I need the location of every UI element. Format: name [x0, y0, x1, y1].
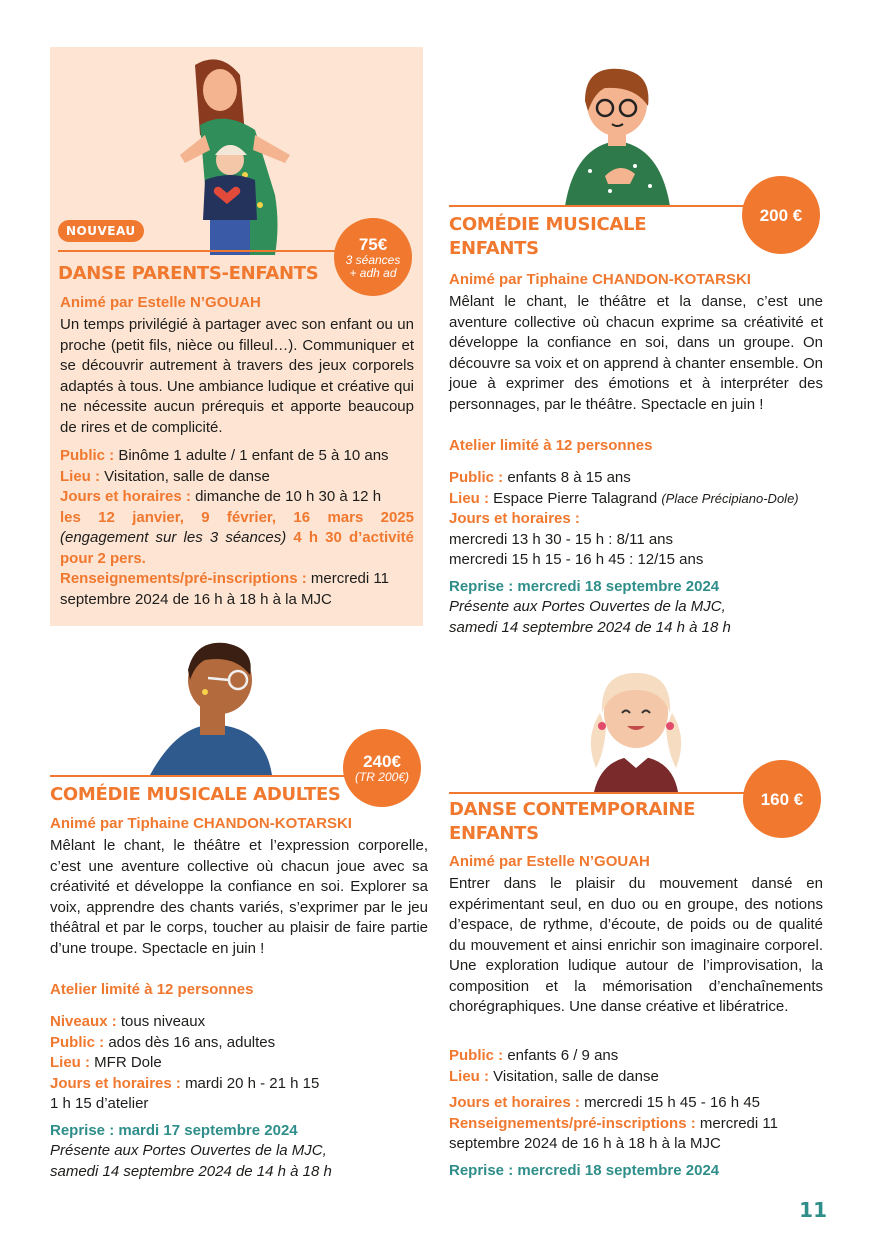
title-line: COMÉDIE MUSICALE: [449, 214, 647, 235]
title-rule: [449, 792, 749, 794]
woman-glasses-illustration: [150, 640, 275, 775]
label: Jours et horaires :: [60, 488, 191, 505]
details: [449, 468, 827, 638]
open-house: Présente aux Portes Ouvertes de la MJC,: [50, 1142, 327, 1159]
price-circle: [743, 760, 821, 838]
open-house: Présente aux Portes Ouvertes de la MJC,: [449, 598, 726, 615]
value: tous niveaux: [120, 1013, 206, 1030]
value: ados dès 16 ans, adultes: [108, 1033, 276, 1051]
details: [50, 1012, 428, 1182]
price-circle: [334, 218, 412, 296]
label: Niveaux :: [50, 1013, 117, 1030]
child-glasses-illustration: [560, 66, 675, 206]
description: Mêlant le chant, le théâtre et l’expression corporelle, c’est une aventure collective où chacun joue avec sa créativité et développe la confiance en soi. Explorer sa voix, apprendre des chants variés, s’exprimer par le jeu théâtral et par le corps, toucher au plaisir de faire partie d’une troupe. Spectacle en juin !: [50, 837, 428, 957]
value: dimanche de 10 h 30 à 12 h: [195, 488, 382, 505]
title-rule: [50, 775, 370, 777]
new-badge: NOUVEAU: [58, 220, 144, 242]
label: Public :: [449, 469, 504, 486]
open-house: samedi 14 septembre 2024 de 14 h à 18 h: [50, 1162, 332, 1180]
limit-note: Atelier limité à 12 personnes: [449, 437, 653, 454]
value: enfants 8 à 15 ans: [507, 469, 631, 486]
activity-title: DANSE PARENTS-ENFANTS: [58, 263, 319, 284]
value: Binôme 1 adulte / 1 enfant de 5 à 10 ans: [118, 447, 389, 464]
price-sub: (TR 200€): [354, 770, 410, 784]
label: Lieu :: [449, 1067, 489, 1085]
label: Jours et horaires :: [449, 510, 580, 527]
details: [449, 1046, 827, 1181]
value: mercredi 11 septembre 2024 de 16 h à 18 h à la MJC: [449, 1114, 778, 1152]
label: Lieu :: [449, 489, 489, 507]
parent-child-illustration: [165, 55, 310, 255]
value: Espace Pierre Talagrand: [493, 489, 658, 507]
limit-note: Atelier limité à 12 personnes: [50, 981, 254, 998]
price-amount: 200 €: [759, 205, 803, 225]
title-line: DANSE CONTEMPORAINE: [449, 799, 696, 820]
label: Jours et horaires :: [449, 1094, 580, 1111]
value: Visitation, salle de danse: [104, 467, 270, 485]
value: enfants 6 / 9 ans: [507, 1047, 619, 1064]
animator: Animé par Estelle N’GOUAH: [60, 294, 261, 311]
label: Public :: [60, 447, 115, 464]
reprise: Reprise : mercredi 18 septembre 2024: [449, 1161, 720, 1179]
value-note: (Place Précipiano-Dole): [661, 490, 799, 506]
label: Lieu :: [50, 1054, 90, 1071]
details: [60, 446, 414, 610]
page-number: 11: [799, 1198, 827, 1222]
price-sub: 3 séances: [345, 252, 401, 267]
price-circle: [343, 729, 421, 807]
label: Renseignements/pré-inscriptions :: [449, 1114, 696, 1132]
slot: mercredi 13 h 30 - 15 h : 8/11 ans: [449, 530, 674, 548]
label: Jours et horaires :: [50, 1074, 181, 1092]
animator: Animé par Estelle N’GOUAH: [449, 853, 650, 870]
label: Public :: [50, 1033, 105, 1051]
price-sub: + adh ad: [349, 265, 397, 280]
activity-title: [449, 798, 739, 846]
reprise: Reprise : mardi 17 septembre 2024: [50, 1121, 298, 1139]
title-line: ENFANTS: [449, 238, 539, 259]
slot: mercredi 15 h 15 - 16 h 45 : 12/15 ans: [449, 551, 704, 568]
reprise: Reprise : mercredi 18 septembre 2024: [449, 577, 720, 595]
value: Visitation, salle de danse: [493, 1067, 659, 1085]
label: Public :: [449, 1047, 504, 1064]
duration: 1 h 15 d’atelier: [50, 1095, 149, 1112]
activity-duration: 4 h 30 d’activité pour 2 pers.: [60, 529, 415, 567]
title-line: ENFANTS: [449, 823, 539, 844]
open-house: samedi 14 septembre 2024 de 14 h à 18 h: [449, 618, 731, 636]
engagement: (engagement sur les 3 séances): [60, 529, 287, 546]
title-rule: [449, 205, 749, 207]
label: Lieu :: [60, 467, 100, 485]
price-amount: 75€: [358, 234, 388, 254]
activity-title: [449, 213, 739, 261]
value: mardi 20 h - 21 h 15: [185, 1074, 320, 1092]
animator: Animé par Tiphaine CHANDON-KOTARSKI: [449, 271, 751, 288]
description: Mêlant le chant, le théâtre et la danse, c’est une aventure collective où chacun exprime sa créativité et développe la confiance en soi, dans un groupe. On découvre sa voix et on apprend à chanter ensemble. On joue à exprimer des émotions et à interpréter des personnages, par le théâtre. Spectacle en juin !: [449, 293, 823, 413]
activity-title: COMÉDIE MUSICALE ADULTES: [50, 784, 341, 805]
price-circle: [742, 176, 820, 254]
dates: les 12 janvier, 9 février, 16 mars 2025: [60, 508, 414, 526]
description: Entrer dans le plaisir du mouvement dansé en expérimentant seul, en duo ou en groupe, des notions d’espace, de rythme, d’écoute, de poids ou de qualité du mouvement et ainsi enrichir son imaginaire corporel. Une exploration ludique autour de l’improvisation, la composition et la mémorisation d’enchaînements chorégraphiques. Une danse créative et libératrice.: [449, 875, 823, 1015]
label: Renseignements/pré-inscriptions :: [60, 570, 307, 587]
value: MFR Dole: [94, 1054, 162, 1071]
value: mercredi 15 h 45 - 16 h 45: [584, 1094, 760, 1111]
title-rule: [58, 250, 358, 252]
description: Un temps privilégié à partager avec son enfant ou un proche (petit fils, nièce ou filleul…). Communiquer et se découvrir autrement à travers des jeux corporels adaptés à tous. Une ambiance ludique et créative qui ne nécessite aucun prérequis et apporte beaucoup de rires et de complicité.: [60, 316, 414, 436]
price-amount: 240€: [363, 752, 401, 771]
girl-pigtails-illustration: [582, 668, 690, 792]
animator: Animé par Tiphaine CHANDON-KOTARSKI: [50, 815, 352, 832]
value: mercredi 11 septembre 2024 de 16 h à 18 h à la MJC: [60, 570, 389, 608]
price-amount: 160 €: [760, 789, 804, 809]
